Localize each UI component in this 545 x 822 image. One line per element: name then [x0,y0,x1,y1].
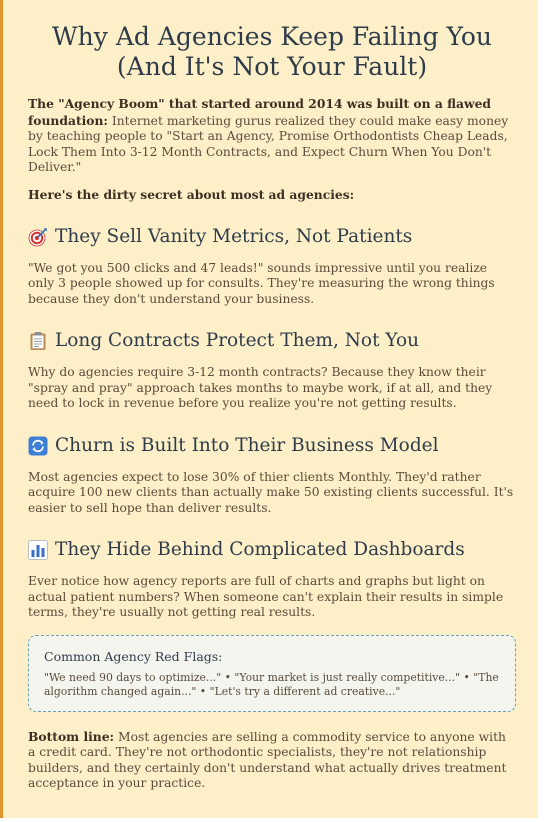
target-icon [28,227,48,247]
section-body-long-contracts: Why do agencies require 3-12 month contracts? Because they know their "spray and pray" approach takes months to maybe work, if at all, and they need to lock in revenue before you realize you're not getting results. [28,365,493,410]
intro-text: Internet marketing gurus realized they could make easy money by teaching people to "Start an Agency, Promise Orthodontists Cheap Leads, Lock Them Into 3-12 Month Contracts, and Expect Churn When You Don't Deliver." [28,113,509,174]
intro-paragraph [28,96,516,176]
red-flags-callout [28,635,516,712]
bottom-line-text: Most agencies are selling a commodity service to anyone with a credit card. They're not orthodontic specialists, they're not relationship builders, and they certainly don't understand what actually drives treatment acceptance in your practice. [28,729,507,790]
section-heading-text: Churn is Built Into Their Business Model [55,434,439,456]
bottom-line-label: Bottom line: [28,728,115,744]
section-heading-vanity-metrics [28,225,516,249]
section-body-vanity-metrics: "We got you 500 clicks and 47 leads!" sounds impressive until you realize only 3 people showed up for consults. They're measuring the wrong things because they don't understand your business. [28,260,495,306]
section-heading-dashboards [28,538,516,562]
section-heading-text: Long Contracts Protect Them, Not You [55,330,420,351]
section-heading-churn [28,434,516,458]
cycle-arrows-icon [28,436,48,456]
bottom-line-paragraph [28,729,516,792]
section-heading-text: They Hide Behind Complicated Dashboards [55,539,465,560]
section-heading-text: They Sell Vanity Metrics, Not Patients [55,225,413,247]
section-heading-long-contracts [28,329,516,353]
red-flags-text: "We need 90 days to optimize..." • "Your market is just really competitive..." • "The algorithm changed again..." • "Let's try a different ad creative..." [44,670,499,698]
section-body-dashboards: Ever notice how agency reports are full of charts and graphs but light on actual patient numbers? When someone can't explain their results in simple terms, they're usually not getting real results. [28,574,504,619]
red-flags-title: Common Agency Red Flags: [44,648,223,664]
intro-bold-lead: The "Agency Boom" that started around 2014 was built on a flawed foundation: [28,96,492,128]
page-title: Why Ad Agencies Keep Failing You (And It's Not Your Fault) [51,22,492,81]
section-body-churn: Most agencies expect to lose 30% of thier clients Monthly. They'd rather acquire 100 new clients than actually make 50 existing clients successful. It's easier to sell hope than deliver results. [28,469,514,515]
bar-chart-icon [28,540,48,560]
dirty-secret-line: Here's the dirty secret about most ad agencies: [28,186,355,202]
clipboard-icon [28,331,48,351]
